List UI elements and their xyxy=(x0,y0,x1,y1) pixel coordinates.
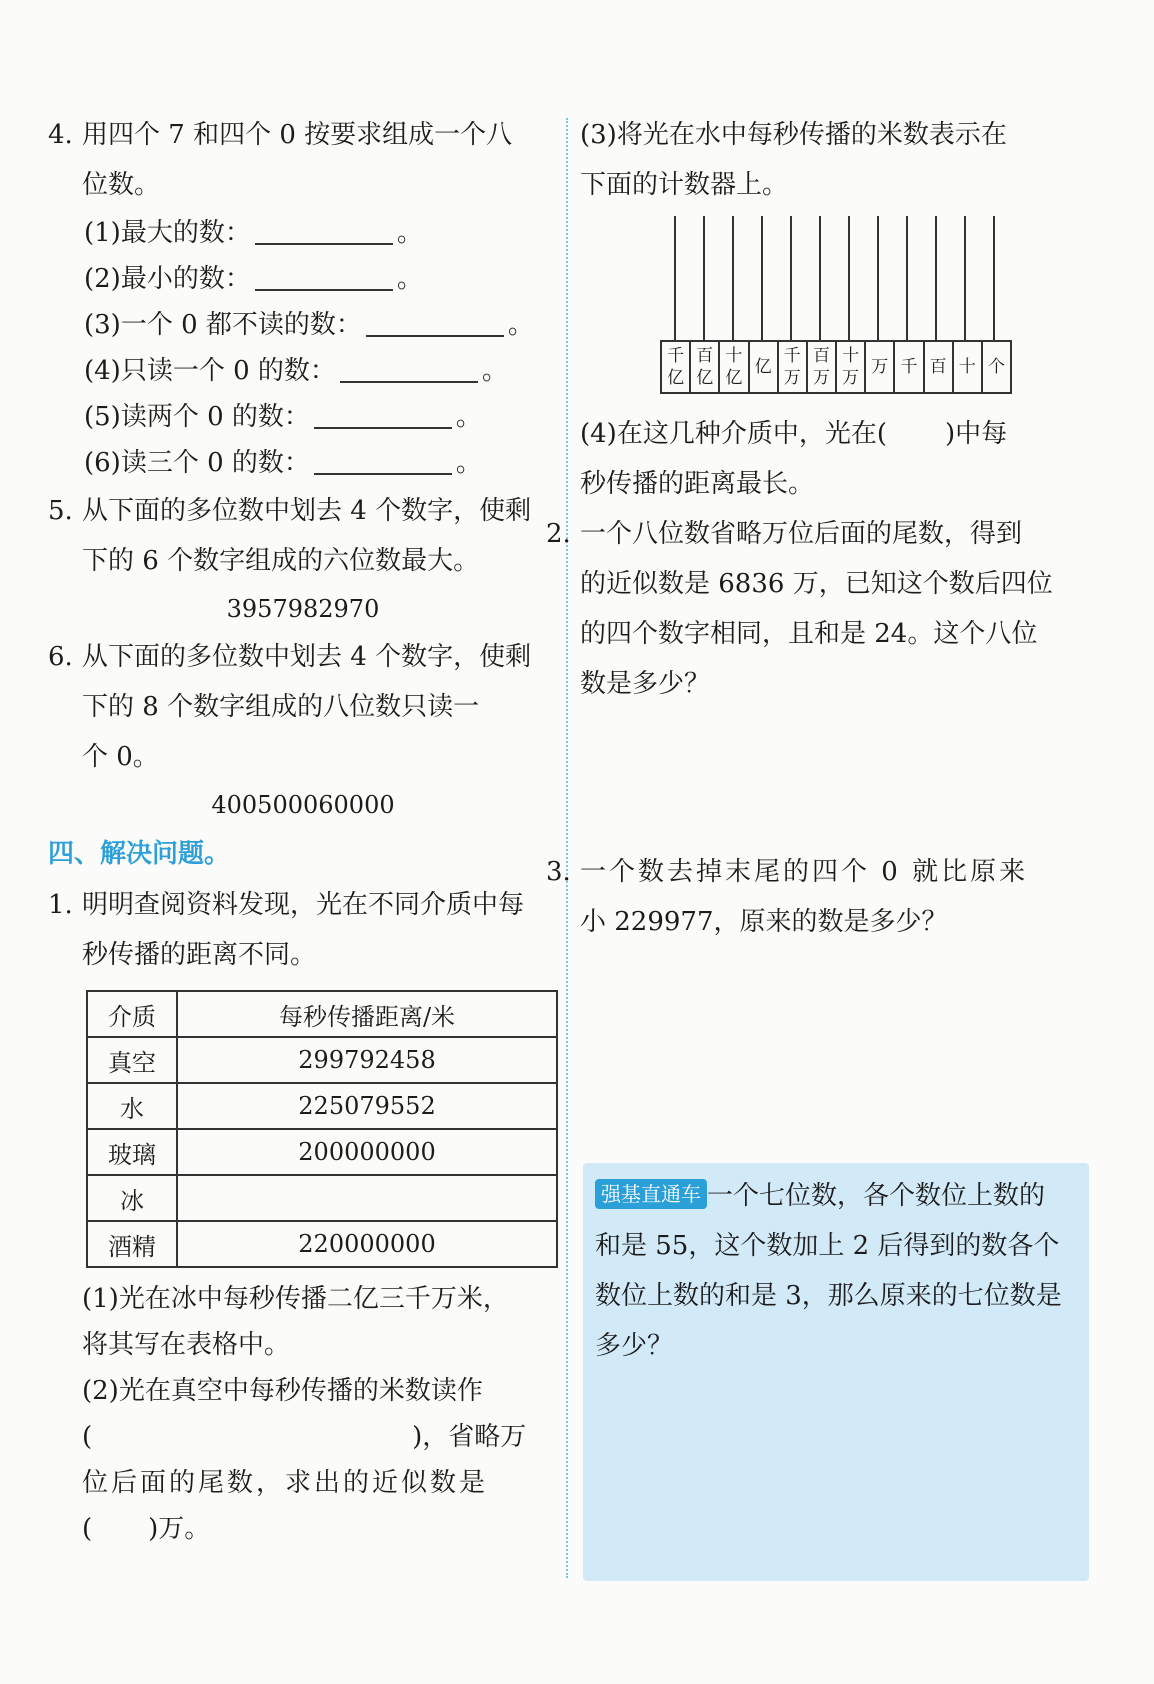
place-label: 千 万 xyxy=(779,342,808,392)
q4-item-2: (2)最小的数： 。 xyxy=(84,264,423,294)
p2-line4: 数是多少？ xyxy=(580,669,711,699)
p1-s2-line4: ( )万。 xyxy=(82,1514,211,1544)
p1-s2-line2: ( )，省略万 xyxy=(82,1422,527,1452)
media-table xyxy=(86,990,558,1268)
left-column xyxy=(48,110,558,1552)
place-label: 十 万 xyxy=(837,342,866,392)
p1-s1-line1: (1)光在冰中每秒传播二亿三千万米， xyxy=(82,1284,509,1314)
challenge-tag: 强基直通车 xyxy=(595,1179,707,1209)
p3-line2: 小 229977，原来的数是多少？ xyxy=(580,907,948,937)
place-label: 万 xyxy=(866,342,895,392)
p1-s2-line3: 位后面的尾数，求出的近似数是 xyxy=(82,1468,489,1498)
q4-item-5: (5)读两个 0 的数： 。 xyxy=(84,402,482,432)
abacus-rod[interactable] xyxy=(906,216,908,342)
q5-line2: 下的 6 个数字组成的六位数最大。 xyxy=(82,546,480,576)
q6-number: 400500060000 xyxy=(211,791,395,819)
q6-line3: 个 0。 xyxy=(82,742,159,772)
q4-item-4: (4)只读一个 0 的数： 。 xyxy=(84,356,508,386)
p1-line1: 1. 明明查阅资料发现，光在不同介质中每 xyxy=(48,890,525,920)
table-cell: 水 xyxy=(87,1083,177,1129)
table-cell: 玻璃 xyxy=(87,1129,177,1175)
p1-s1-line2: 将其写在表格中。 xyxy=(82,1330,291,1360)
abacus-rod[interactable] xyxy=(935,216,937,342)
challenge-box xyxy=(583,1163,1089,1581)
place-label: 十 亿 xyxy=(720,342,749,392)
place-label: 千 xyxy=(895,342,924,392)
answer-blank[interactable] xyxy=(366,309,504,337)
abacus-rod[interactable] xyxy=(993,216,995,342)
table-cell: 220000000 xyxy=(177,1221,557,1267)
answer-blank[interactable] xyxy=(340,355,478,383)
abacus-rod[interactable] xyxy=(964,216,966,342)
s3-line2: 下面的计数器上。 xyxy=(580,170,789,200)
p2-line2: 的近似数是 6836 万，已知这个数后四位 xyxy=(580,569,1053,599)
table-cell: 225079552 xyxy=(177,1083,557,1129)
table-cell: 冰 xyxy=(87,1175,177,1221)
q4-line1: 4. 用四个 7 和四个 0 按要求组成一个八 xyxy=(48,120,513,150)
s4-line1: (4)在这几种介质中，光在( )中每 xyxy=(580,419,1008,449)
place-value-labels xyxy=(660,340,1012,394)
callout-line2: 和是 55，这个数加上 2 后得到的数各个 xyxy=(595,1231,1060,1261)
right-column xyxy=(546,110,1090,947)
p2-line1: 2. 一个八位数省略万位后面的尾数，得到 xyxy=(546,519,1023,549)
table-cell: 200000000 xyxy=(177,1129,557,1175)
p1-s2-line1: (2)光在真空中每秒传播的米数读作 xyxy=(82,1376,483,1406)
ice-answer-cell[interactable] xyxy=(177,1175,557,1221)
abacus-rod[interactable] xyxy=(674,216,676,342)
place-label: 十 xyxy=(954,342,983,392)
s4-line2: 秒传播的距离最长。 xyxy=(580,469,815,499)
answer-blank[interactable] xyxy=(255,217,393,245)
abacus-rod[interactable] xyxy=(848,216,850,342)
section-heading: 四、解决问题。 xyxy=(48,839,231,869)
place-label: 百 亿 xyxy=(691,342,720,392)
abacus-rod[interactable] xyxy=(877,216,879,342)
q5-line1: 5. 从下面的多位数中划去 4 个数字，使剩 xyxy=(48,496,532,526)
q4-line2: 位数。 xyxy=(82,170,161,200)
q6-line2: 下的 8 个数字组成的八位数只读一 xyxy=(82,692,480,722)
abacus-rod[interactable] xyxy=(732,216,734,342)
answer-blank[interactable] xyxy=(255,263,393,291)
table-cell: 酒精 xyxy=(87,1221,177,1267)
abacus-rod[interactable] xyxy=(819,216,821,342)
table-header-row xyxy=(87,991,557,1037)
table-row xyxy=(87,1083,557,1129)
callout-line1: 强基直通车 一个七位数，各个数位上数的 xyxy=(595,1171,1079,1221)
abacus-rod[interactable] xyxy=(703,216,705,342)
answer-blank[interactable] xyxy=(314,447,452,475)
answer-space[interactable] xyxy=(580,709,1090,847)
q5-number: 3957982970 xyxy=(226,595,380,623)
place-label: 亿 xyxy=(750,342,779,392)
counting-frame xyxy=(660,216,1010,401)
table-row xyxy=(87,1037,557,1083)
q6-line1: 6. 从下面的多位数中划去 4 个数字，使剩 xyxy=(48,642,532,672)
table-header: 每秒传播距离/米 xyxy=(177,991,557,1037)
table-row xyxy=(87,1221,557,1267)
p3-line1: 3. 一个数去掉末尾的四个 0 就比原来 xyxy=(546,857,1029,887)
abacus-rod[interactable] xyxy=(790,216,792,342)
place-label: 百 万 xyxy=(808,342,837,392)
table-row xyxy=(87,1175,557,1221)
table-row xyxy=(87,1129,557,1175)
q4-item-3: (3)一个 0 都不读的数： 。 xyxy=(84,310,534,340)
q4-item-6: (6)读三个 0 的数： 。 xyxy=(84,448,482,478)
p1-line2: 秒传播的距离不同。 xyxy=(82,940,317,970)
place-label: 千 亿 xyxy=(662,342,691,392)
q4-item-1: (1)最大的数： 。 xyxy=(84,218,423,248)
place-label: 个 xyxy=(987,357,1005,377)
place-label: 百 xyxy=(925,342,954,392)
p2-line3: 的四个数字相同，且和是 24。这个八位 xyxy=(580,619,1038,649)
table-cell: 299792458 xyxy=(177,1037,557,1083)
answer-blank[interactable] xyxy=(314,401,452,429)
table-header: 介质 xyxy=(87,991,177,1037)
callout-line4: 多少？ xyxy=(595,1331,674,1361)
s3-line1: (3)将光在水中每秒传播的米数表示在 xyxy=(580,120,1007,150)
abacus-rod[interactable] xyxy=(761,216,763,342)
callout-line3: 数位上数的和是 3，那么原来的七位数是 xyxy=(595,1281,1062,1311)
table-cell: 真空 xyxy=(87,1037,177,1083)
